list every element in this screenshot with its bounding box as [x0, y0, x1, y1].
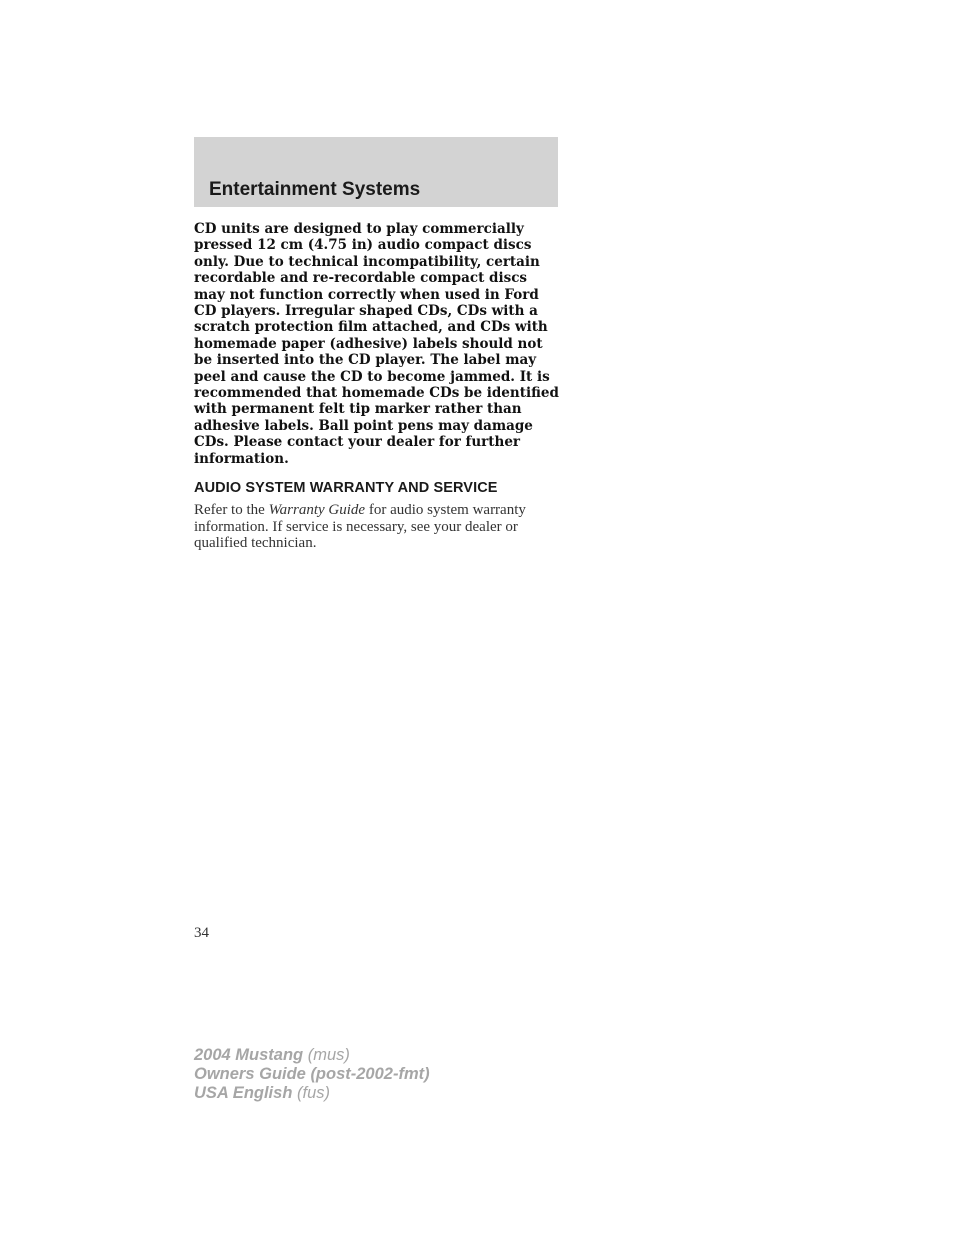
footer-language-code: (fus): [292, 1084, 330, 1102]
footer-model-code: (mus): [303, 1046, 350, 1064]
warranty-text-after: for audio system warranty information. If service is necessary, see your dealer or qualified technician.: [194, 502, 526, 552]
warranty-heading: AUDIO SYSTEM WARRANTY AND SERVICE: [194, 480, 498, 496]
footer-line-language: [194, 1084, 430, 1103]
footer-line-guide: [194, 1065, 430, 1084]
footer-model: 2004 Mustang: [194, 1046, 304, 1064]
warranty-guide-reference: Warranty Guide: [268, 502, 366, 518]
document-footer: [194, 1046, 430, 1103]
footer-language: USA English: [194, 1084, 293, 1102]
cd-warning-paragraph: CD units are designed to play commercially pressed 12 cm (4.75 in) audio compact discs only. Due to technical incompatibility, certain recordable and re-recordable compact discs may not function correctly when used in Ford CD players. Irregular shaped CDs, CDs with a scratch protection film attached, and CDs with homemade paper (adhesive) labels should not be inserted into the CD player. The label may peel and cause the CD to become jammed. It is recommended that homemade CDs be identified with permanent felt tip marker rather than adhesive labels. Ball point pens may damage CDs. Please contact your dealer for further information.: [194, 221, 559, 467]
section-header-bar: [194, 137, 558, 207]
warranty-paragraph: [194, 502, 544, 552]
page-number: 34: [194, 925, 209, 941]
section-title: Entertainment Systems: [209, 179, 421, 200]
footer-line-model: [194, 1046, 430, 1065]
warranty-text-before: Refer to the: [194, 502, 269, 518]
footer-guide: Owners Guide (post-2002-fmt): [194, 1065, 430, 1083]
